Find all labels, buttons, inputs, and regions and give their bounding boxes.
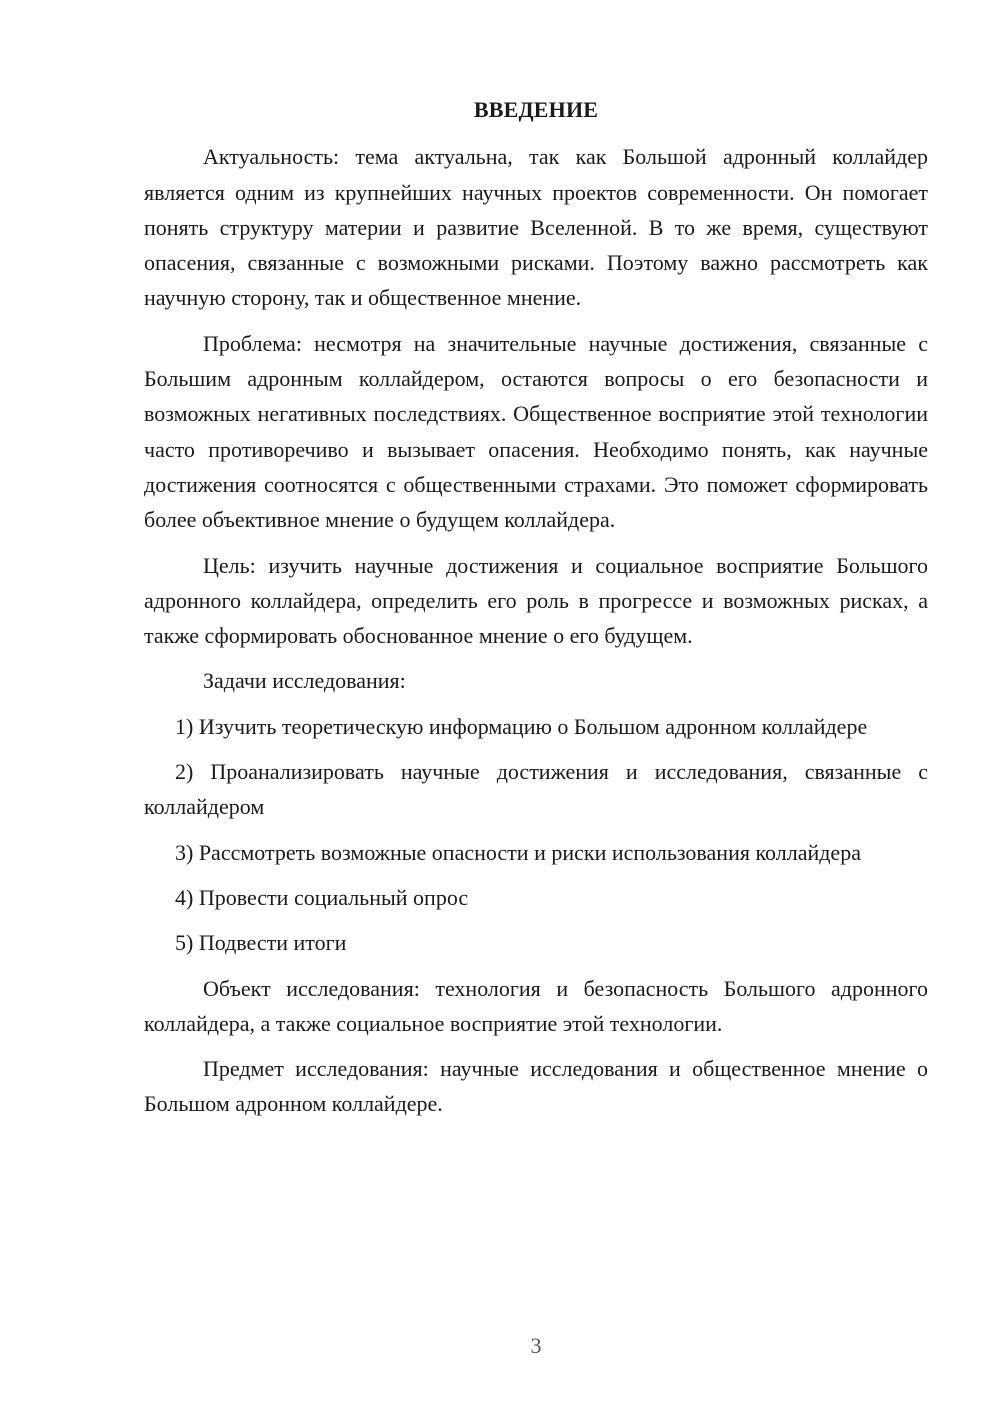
task-item-1: 1) Изучить теоретическую информацию о Большом адронном коллайдере — [175, 713, 868, 739]
relevance-paragraph: Актуальность: тема актуальна, так как Большой адронный коллайдер является одним из крупнейших научных проектов современности. Он помогает понять структуру материи и развитие Вселенной. В то же время, существуют опасения, связанные с возможными рисками. Поэтому важно рассмотреть как научную сторону, так и общественное мнение. — [144, 144, 928, 311]
task-item-2: 2) Проанализировать научные достижения и исследования, связанные с коллайдером — [144, 759, 928, 820]
task-item-3: 3) Рассмотреть возможные опасности и риски использования коллайдера — [175, 839, 861, 865]
section-title: ВВЕДЕНИЕ — [473, 97, 599, 122]
goal-paragraph: Цель: изучить научные достижения и социальное восприятие Большого адронного коллайдера, определить его роль в прогрессе и возможных рисках, а также сформировать обоснованное мнение о его будущем. — [144, 552, 928, 649]
task-item-5: 5) Подвести итоги — [175, 930, 347, 956]
task-item-4: 4) Провести социальный опрос — [175, 884, 469, 910]
page-content — [144, 92, 928, 1132]
subject-paragraph: Предмет исследования: научные исследования и общественное мнение о Большом адронном коллайдере. — [144, 1056, 928, 1117]
object-paragraph: Объект исследования: технология и безопасность Большого адронного коллайдера, а также социальное восприятие этой технологии. — [144, 975, 928, 1036]
problem-paragraph: Проблема: несмотря на значительные научные достижения, связанные с Большим адронным коллайдером, остаются вопросы о его безопасности и возможных негативных последствиях. Общественное восприятие этой технологии часто противоречиво и вызывает опасения. Необходимо понять, как научные достижения соотносятся с общественными страхами. Это поможет сформировать более объективное мнение о будущем коллайдера. — [144, 330, 928, 533]
page-number: 3 — [530, 1333, 542, 1358]
tasks-heading: Задачи исследования: — [203, 668, 406, 694]
